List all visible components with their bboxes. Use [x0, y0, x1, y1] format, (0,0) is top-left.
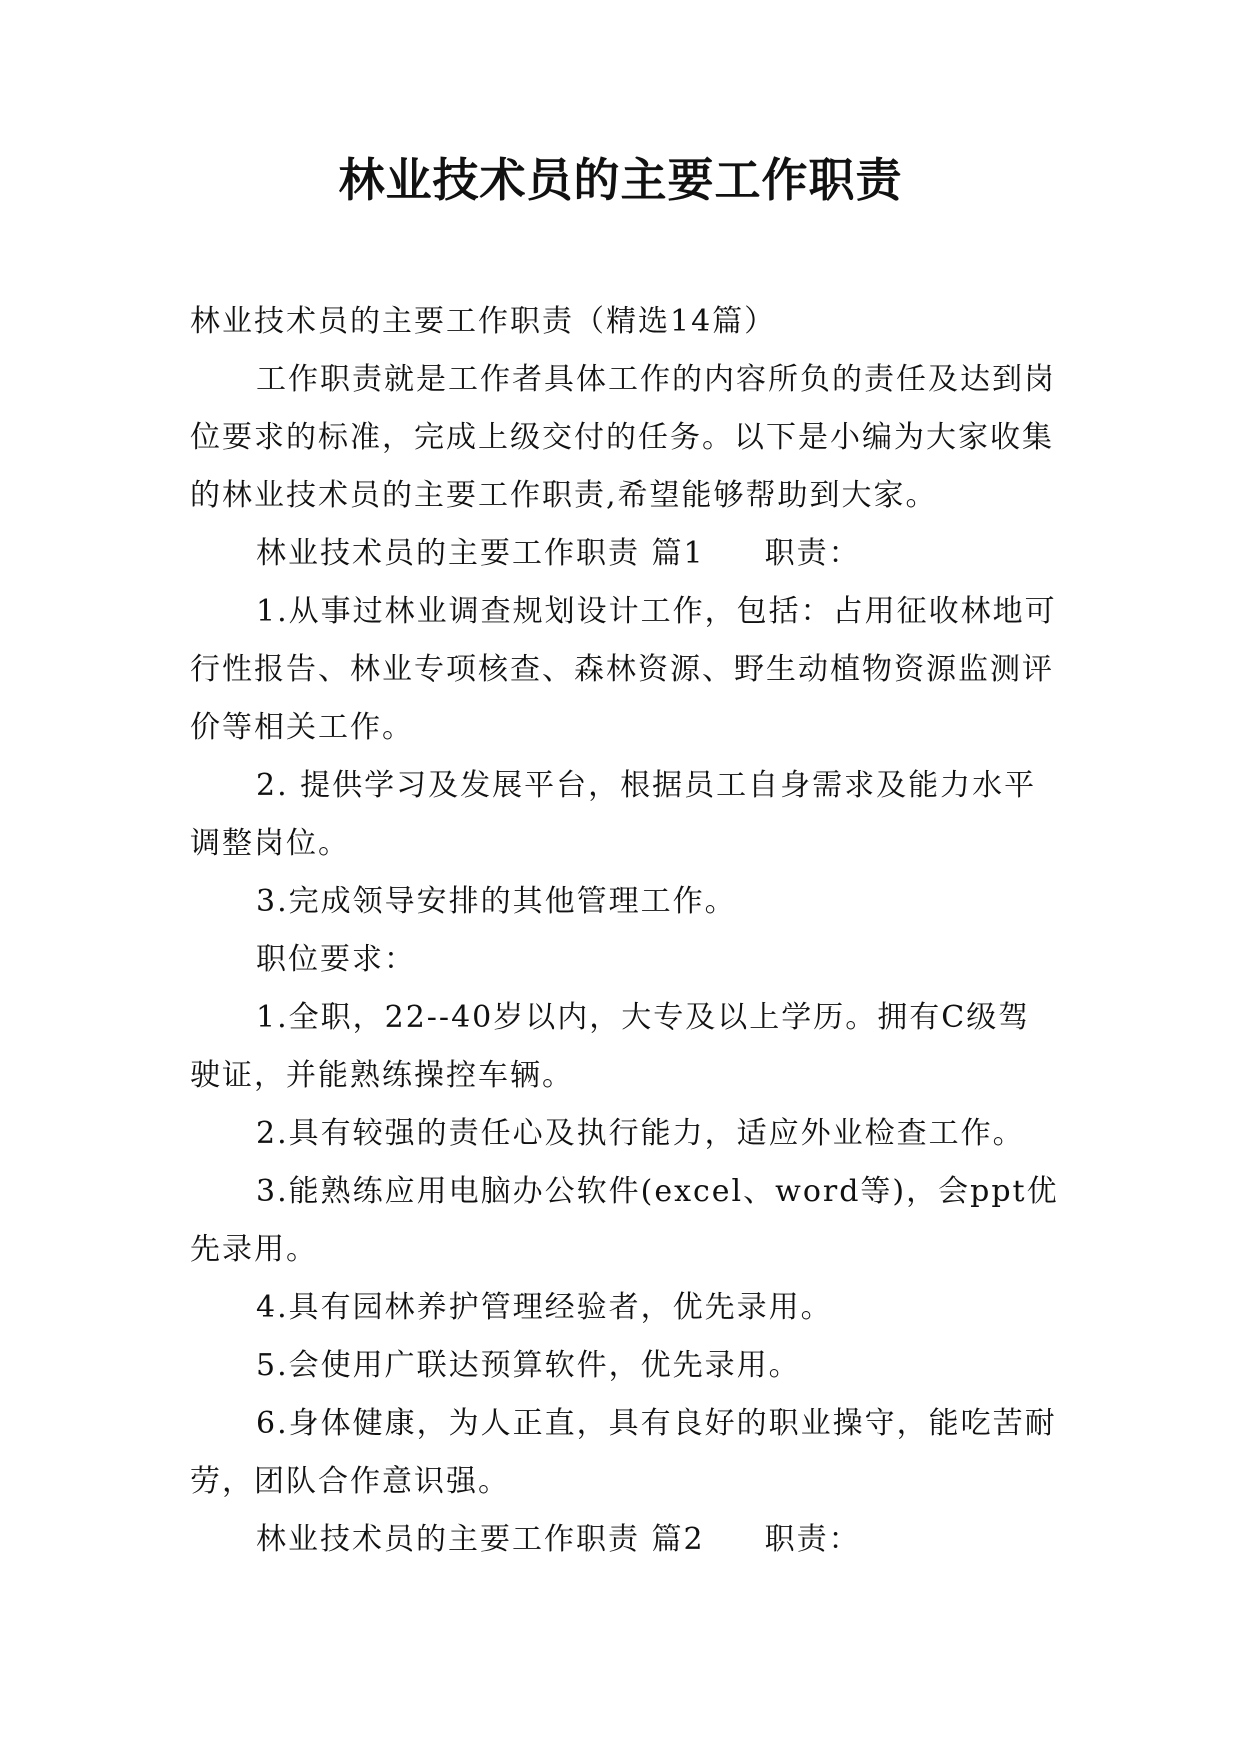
duty-item-2: 2. 提供学习及发展平台，根据员工自身需求及能力水平调整岗位。	[190, 768, 1037, 861]
requirement-item-5: 5.会使用广联达预算软件，优先录用。	[256, 1348, 801, 1383]
requirement-item-3: 3.能熟练应用电脑办公软件(excel、word等)，会ppt优先录用。	[190, 1174, 1059, 1267]
intro-paragraph: 工作职责就是工作者具体工作的内容所负的责任及达到岗位要求的标准，完成上级交付的任务。以下是小编为大家收集的林业技术员的主要工作职责,希望能够帮助到大家。	[190, 362, 1056, 513]
section-2-duties-label: 职责：	[764, 1522, 861, 1557]
requirements-label: 职位要求：	[256, 942, 416, 977]
section-2-heading: 林业技术员的主要工作职责 篇2	[256, 1522, 705, 1557]
duty-item-3: 3.完成领导安排的其他管理工作。	[256, 884, 737, 919]
section-1-heading: 林业技术员的主要工作职责 篇1	[256, 536, 705, 571]
document-title: 林业技术员的主要工作职责	[338, 153, 903, 207]
requirement-item-2: 2.具有较强的责任心及执行能力，适应外业检查工作。	[256, 1116, 1025, 1151]
section-1-heading-line	[190, 525, 1060, 583]
requirement-item-6: 6.身体健康，为人正直，具有良好的职业操守，能吃苦耐劳，团队合作意识强。	[190, 1406, 1057, 1499]
section-2-heading-line	[190, 1511, 1060, 1569]
requirement-item-4: 4.具有园林养护管理经验者，优先录用。	[256, 1290, 833, 1325]
section-1-duties-label: 职责：	[764, 536, 861, 571]
document-subtitle: 林业技术员的主要工作职责（精选14篇）	[190, 304, 777, 339]
document-body	[190, 293, 1060, 1569]
requirement-item-1: 1.全职，22--40岁以内，大专及以上学历。拥有C级驾驶证，并能熟练操控车辆。	[190, 1000, 1031, 1093]
duty-item-1: 1.从事过林业调查规划设计工作，包括：占用征收林地可行性报告、林业专项核查、森林资源、野生动植物资源监测评价等相关工作。	[190, 594, 1057, 745]
